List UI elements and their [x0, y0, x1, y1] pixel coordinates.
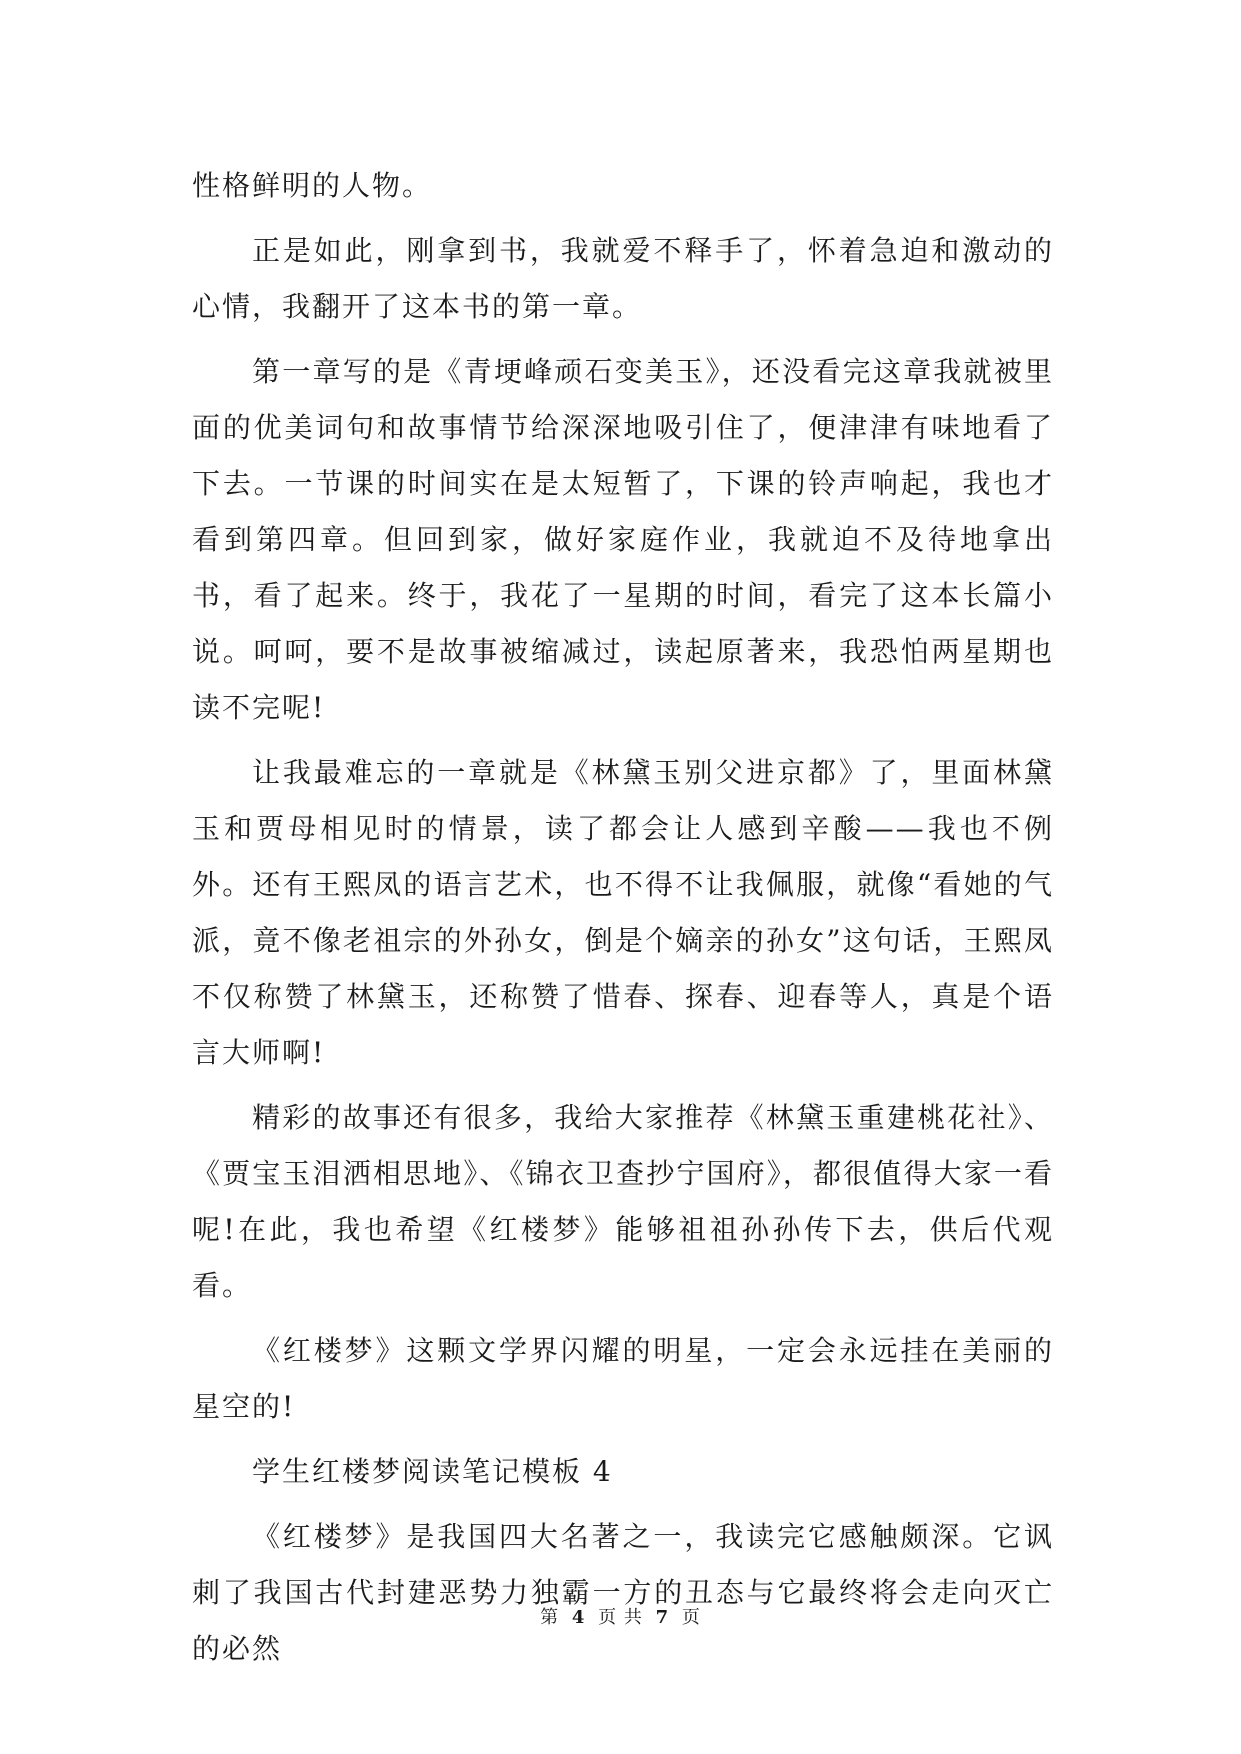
section-heading: 学生红楼梦阅读笔记模板 4: [252, 1455, 613, 1488]
paragraph-5: 精彩的故事还有很多，我给大家推荐《林黛玉重建桃花社》、《贾宝玉泪洒相思地》、《锦衣卫查抄宁国府》，都很值得大家一看呢!在此，我也希望《红楼梦》能够祖祖孙孙传下去，供后代观看。: [192, 1101, 1054, 1302]
footer-middle: 页 共: [598, 1607, 643, 1628]
paragraph-2: 正是如此，刚拿到书，我就爱不释手了，怀着急迫和激动的心情，我翻开了这本书的第一章。: [192, 234, 1054, 323]
document-body: [192, 158, 1054, 1686]
paragraph-3: 第一章写的是《青埂峰顽石变美玉》，还没看完这章我就被里面的优美词句和故事情节给深深地吸引住了，便津津有味地看了下去。一节课的时间实在是太短暂了，下课的铃声响起，我也才看到第四章。但回到家，做好家庭作业，我就迫不及待地拿出书，看了起来。终于，我花了一星期的时间，看完了这本长篇小说。呵呵，要不是故事被缩减过，读起原著来，我恐怕两星期也读不完呢!: [192, 355, 1054, 724]
total-page-number: 7: [655, 1607, 670, 1628]
footer-suffix: 页: [681, 1607, 701, 1628]
paragraph-1: 性格鲜明的人物。: [192, 169, 433, 202]
current-page-number: 4: [571, 1607, 586, 1628]
paragraph-4: 让我最难忘的一章就是《林黛玉别父进京都》了，里面林黛玉和贾母相见时的情景，读了都会让人感到辛酸——我也不例外。还有王熙凤的语言艺术，也不得不让我佩服，就像“看她的气派，竟不像老祖宗的外孙女，倒是个嫡亲的孙女”这句话，王熙凤不仅称赞了林黛玉，还称赞了惜春、探春、迎春等人，真是个语言大师啊!: [192, 756, 1054, 1069]
footer-prefix: 第: [540, 1607, 560, 1628]
page-footer: [0, 1606, 1241, 1630]
paragraph-6: 《红楼梦》这颗文学界闪耀的明星，一定会永远挂在美丽的星空的!: [192, 1334, 1054, 1423]
paragraph-7: 《红楼梦》是我国四大名著之一，我读完它感触颇深。它讽刺了我国古代封建恶势力独霸一方的丑态与它最终将会走向灭亡的必然: [192, 1520, 1054, 1665]
